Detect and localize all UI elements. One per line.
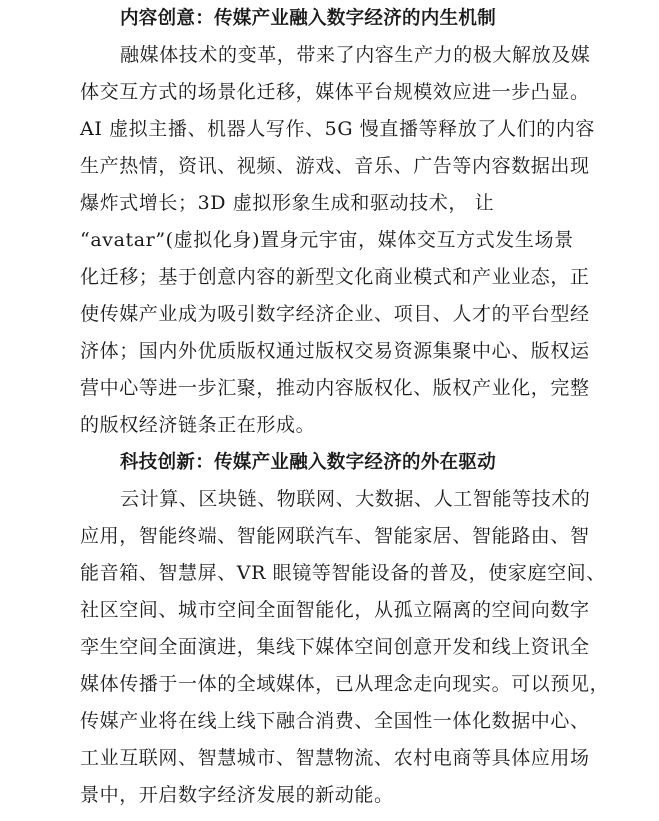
paragraph-line: 媒体传播于一体的全域媒体，已从理念走向现实。可以预见， <box>80 673 610 695</box>
paragraph-line: 云计算、区块链、物联网、大数据、人工智能等技术的 <box>120 488 591 510</box>
paragraph-line: “avatar”(虚拟化身)置身元宇宙，媒体交互方式发生场景 <box>80 229 574 251</box>
paragraph-line: AI 虚拟主播、机器人写作、5G 慢直播等释放了人们的内容 <box>80 118 595 140</box>
paragraph-line: 生产热情，资讯、视频、游戏、音乐、广告等内容数据出现 <box>80 155 590 177</box>
paragraph-line: 济体；国内外优质版权通过版权交易资源集聚中心、版权运 <box>80 340 590 362</box>
paragraph-line: 的版权经济链条正在形成。 <box>80 414 316 436</box>
paragraph-line: 应用，智能终端、智能网联汽车、智能家居、智能路由、智 <box>80 525 590 547</box>
paragraph-line: 传媒产业将在线上线下融合消费、全国性一体化数据中心、 <box>80 710 590 732</box>
paragraph-line: 营中心等进一步汇聚，推动内容版权化、版权产业化，完整 <box>80 377 590 399</box>
section-heading-content-creativity: 内容创意：传媒产业融入数字经济的内生机制 <box>120 8 497 29</box>
paragraph-line: 融媒体技术的变革，带来了内容生产力的极大解放及媒 <box>120 44 591 66</box>
paragraph-line: 爆炸式增长；3D 虚拟形象生成和驱动技术， 让 <box>80 192 495 214</box>
section-heading-tech-innovation: 科技创新：传媒产业融入数字经济的外在驱动 <box>120 452 497 473</box>
paragraph-line: 化迁移；基于创意内容的新型文化商业模式和产业业态，正 <box>80 266 590 288</box>
paragraph-line: 孪生空间全面演进，集线下媒体空间创意开发和线上资讯全 <box>80 636 590 658</box>
paragraph-line: 社区空间、城市空间全面智能化，从孤立隔离的空间向数字 <box>80 599 590 621</box>
paragraph-line: 能音箱、智慧屏、VR 眼镜等智能设备的普及，使家庭空间、 <box>80 562 606 584</box>
paragraph-line: 工业互联网、智慧城市、智慧物流、农村电商等具体应用场 <box>80 747 590 769</box>
paragraph-line: 使传媒产业成为吸引数字经济企业、项目、人才的平台型经 <box>80 303 590 325</box>
paragraph-line: 体交互方式的场景化迁移，媒体平台规模效应进一步凸显。 <box>80 81 590 103</box>
paragraph-line: 景中，开启数字经济发展的新动能。 <box>80 784 394 806</box>
